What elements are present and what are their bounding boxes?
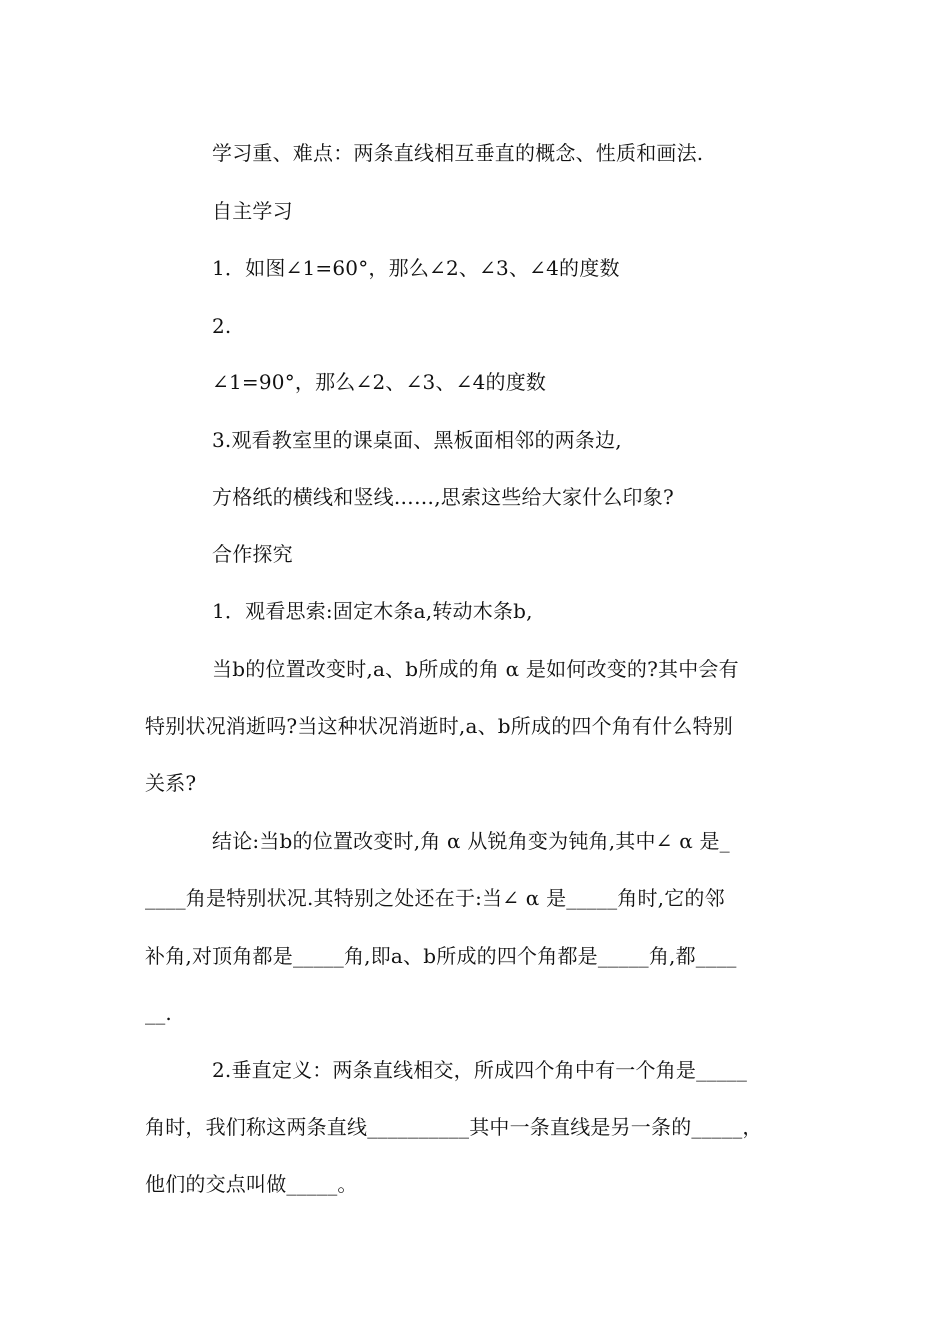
conclusion-line-4: __. — [145, 1001, 172, 1025]
definition-line-1: 2.垂直定义：两条直线相交，所成四个角中有一个角是_____ — [212, 1058, 748, 1082]
key-points-line: 学习重、难点：两条直线相互垂直的概念、性质和画法. — [212, 141, 704, 165]
question-3-line-2: 方格纸的横线和竖线……,思索这些给大家什么印象? — [212, 485, 674, 509]
definition-line-3: 他们的交点叫做_____。 — [145, 1172, 358, 1196]
conclusion-line-2: ____角是特别状况.其特别之处还在于:当∠ α 是_____角时,它的邻 — [145, 886, 725, 910]
question-2-line: ∠1=90°，那么∠2、∠3、∠4的度数 — [212, 370, 547, 394]
conclusion-line-3: 补角,对顶角都是_____角,即a、b所成的四个角都是_____角,都____ — [145, 944, 737, 968]
inquiry-paragraph-line-3: 关系? — [145, 771, 197, 795]
section-heading-self-study: 自主学习 — [212, 199, 293, 223]
definition-line-2: 角时，我们称这两条直线__________其中一条直线是另一条的_____， — [145, 1115, 763, 1139]
conclusion-line-1: 结论:当b的位置改变时,角 α 从锐角变为钝角,其中∠ α 是_ — [212, 829, 730, 853]
inquiry-paragraph-line-2: 特别状况消逝吗?当这种状况消逝时,a、b所成的四个角有什么特别 — [145, 714, 734, 738]
question-3-line-1: 3.观看教室里的课桌面、黑板面相邻的两条边, — [212, 428, 622, 452]
inquiry-1-line: 1．观看思索:固定木条a,转动木条b, — [212, 599, 533, 623]
inquiry-paragraph-line-1: 当b的位置改变时,a、b所成的角 α 是如何改变的?其中会有 — [212, 657, 739, 681]
question-2-number: 2. — [212, 314, 232, 338]
question-1-line: 1．如图∠1=60°，那么∠2、∠3、∠4的度数 — [212, 256, 620, 280]
section-heading-cooperative-inquiry: 合作探究 — [212, 542, 293, 566]
